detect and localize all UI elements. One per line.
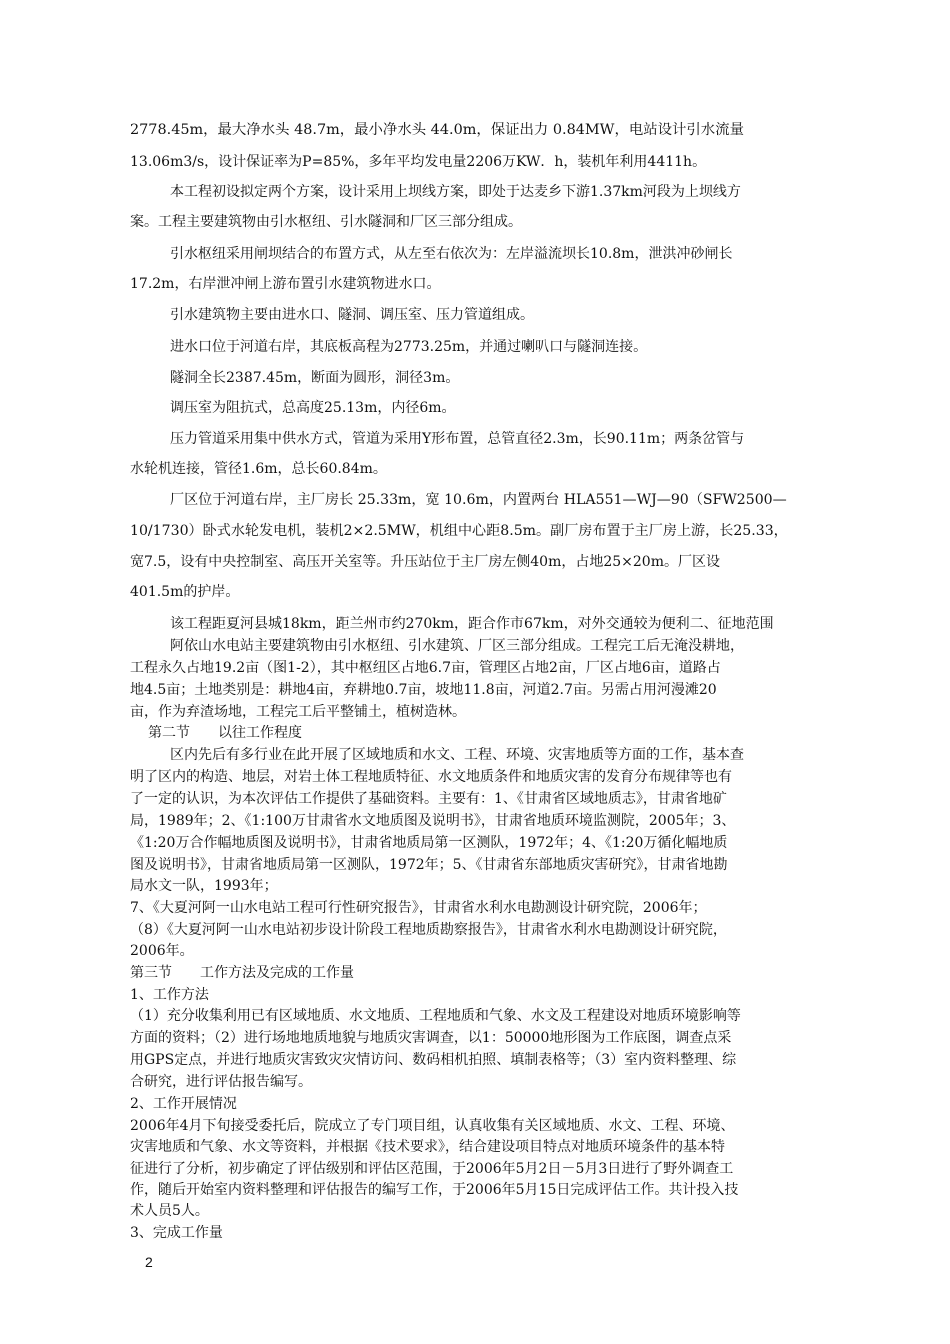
text-line: 401.5m的护岸。 xyxy=(130,584,240,600)
text-line: 13.06m3/s，设计保证率为P=85%，多年平均发电量2206万KW．h，装机年利用4411h。 xyxy=(130,154,707,170)
text-line: 灾害地质和气象、水文等资料，并根据《技术要求》，结合建设项目特点对地质环境条件的基本特 xyxy=(130,1139,725,1155)
text-line: 2006年4月下旬接受委托后，院成立了专门项目组，认真收集有关区域地质、水文、工程、环境、 xyxy=(130,1118,735,1134)
text-line: 方面的资料；（2）进行场地地质地貌与地质灾害调查，以1：50000地形图为工作底图，调查点采 xyxy=(130,1030,732,1046)
text-line: 本工程初设拟定两个方案，设计采用上坝线方案，即处于达麦乡下游1.37km河段为上坝线方 xyxy=(170,184,741,200)
text-line: 引水枢纽采用闸坝结合的布置方式，从左至右依次为：左岸溢流坝长10.8m，泄洪冲砂闸长 xyxy=(170,246,733,262)
text-line: 宽7.5，设有中央控制室、高压开关室等。升压站位于主厂房左侧40m，占地25×20m。厂区设 xyxy=(130,554,720,570)
text-line: 区内先后有多行业在此开展了区域地质和水文、工程、环境、灾害地质等方面的工作，基本查 xyxy=(170,747,744,763)
text-line: （1）充分收集利用已有区域地质、水文地质、工程地质和气象、水文及工程建设对地质环境影响等 xyxy=(130,1008,741,1024)
text-line: 亩，作为弃渣场地，工程完工后平整铺土，植树造林。 xyxy=(130,704,466,720)
text-line: 阿依山水电站主要建筑物由引水枢纽、引水建筑、厂区三部分组成。工程完工后无淹没耕地， xyxy=(170,638,744,654)
text-line: 作，随后开始室内资料整理和评估报告的编写工作，于2006年5月15日完成评估工作。共计投入技 xyxy=(130,1182,739,1198)
text-line: 地4.5亩；土地类别是：耕地4亩，弃耕地0.7亩，坡地11.8亩，河道2.7亩。另需占用河漫滩20 xyxy=(130,682,717,698)
text-line: 10/1730）卧式水轮发电机，装机2×2.5MW，机组中心距8.5m。副厂房布置于主厂房上游，长25.33， xyxy=(130,523,788,539)
text-line: 局水文一队，1993年； xyxy=(130,878,278,894)
text-line: 工程永久占地19.2亩（图1-2），其中枢纽区占地6.7亩，管理区占地2亩，厂区占地6亩，道路占 xyxy=(130,660,721,676)
text-line: 明了区内的构造、地层，对岩土体工程地质特征、水文地质条件和地质灾害的发育分布规律等也有 xyxy=(130,769,732,785)
subheading: 2、工作开展情况 xyxy=(130,1096,237,1112)
text-line: 隧洞全长2387.45m，断面为圆形，洞径3m。 xyxy=(170,370,460,386)
text-line: 合研究，进行评估报告编写。 xyxy=(130,1074,312,1090)
section-heading: 第二节 以往工作程度 xyxy=(148,725,302,741)
text-line: 用GPS定点，并进行地质灾害致灾灾情访问、数码相机拍照、填制表格等；（3）室内资料整理、综 xyxy=(130,1052,737,1068)
text-line: 调压室为阻抗式，总高度25.13m，内径6m。 xyxy=(170,400,456,416)
text-line: 7、《大夏河阿一山水电站工程可行性研究报告》，甘肃省水利水电勘测设计研究院，2006年； xyxy=(130,900,707,916)
text-line: 引水建筑物主要由进水口、隧洞、调压室、压力管道组成。 xyxy=(170,307,534,323)
text-line: 压力管道采用集中供水方式，管道为采用Y形布置，总管直径2.3m，长90.11m；两条岔管与 xyxy=(170,431,745,447)
page-number: 2 xyxy=(145,1254,153,1270)
section-heading: 第三节 工作方法及完成的工作量 xyxy=(130,965,354,981)
subheading: 3、完成工作量 xyxy=(130,1225,223,1241)
text-line: 厂区位于河道右岸，主厂房长 25.33m，宽 10.6m，内置两台 HLA551—WJ—90（SFW2500— xyxy=(170,492,787,508)
text-line: 图及说明书》，甘肃省地质局第一区测队，1972年；5、《甘肃省东部地质灾害研究》，甘肃省地勘 xyxy=(130,857,728,873)
text-line: 术人员5人。 xyxy=(130,1203,209,1219)
text-line: 征进行了分析，初步确定了评估级别和评估区范围，于2006年5月2日－5月3日进行了野外调查工 xyxy=(130,1161,734,1177)
text-line: 2006年。 xyxy=(130,943,194,959)
text-line: （8）《大夏河阿一山水电站初步设计阶段工程地质勘察报告》，甘肃省水利水电勘测设计研究院， xyxy=(130,922,727,938)
text-line: 2778.45m，最大净水头 48.7m，最小净水头 44.0m，保证出力 0.84MW，电站设计引水流量 xyxy=(130,122,744,138)
text-line: 水轮机连接，管径1.6m，总长60.84m。 xyxy=(130,461,387,477)
text-line: 案。工程主要建筑物由引水枢纽、引水隧洞和厂区三部分组成。 xyxy=(130,214,522,230)
text-line: 该工程距夏河县城18km，距兰州市约270km，距合作市67km，对外交通较为便利二、征地范围 xyxy=(170,616,774,632)
text-line: 17.2m，右岸泄冲闸上游布置引水建筑物进水口。 xyxy=(130,276,441,292)
subheading: 1、工作方法 xyxy=(130,987,209,1003)
text-line: 局，1989年；2、《1:100万甘肃省水文地质图及说明书》，甘肃省地质环境监测院，2005年；3、 xyxy=(130,813,736,829)
text-line: 进水口位于河道右岸，其底板高程为2773.25m，并通过喇叭口与隧洞连接。 xyxy=(170,339,648,355)
text-line: 《1:20万合作幅地质图及说明书》，甘肃省地质局第一区测队，1972年；4、《1:20万循化幅地质 xyxy=(130,835,728,851)
text-line: 了一定的认识，为本次评估工作提供了基础资料。主要有：1、《甘肃省区域地质志》，甘肃省地矿 xyxy=(130,791,727,807)
